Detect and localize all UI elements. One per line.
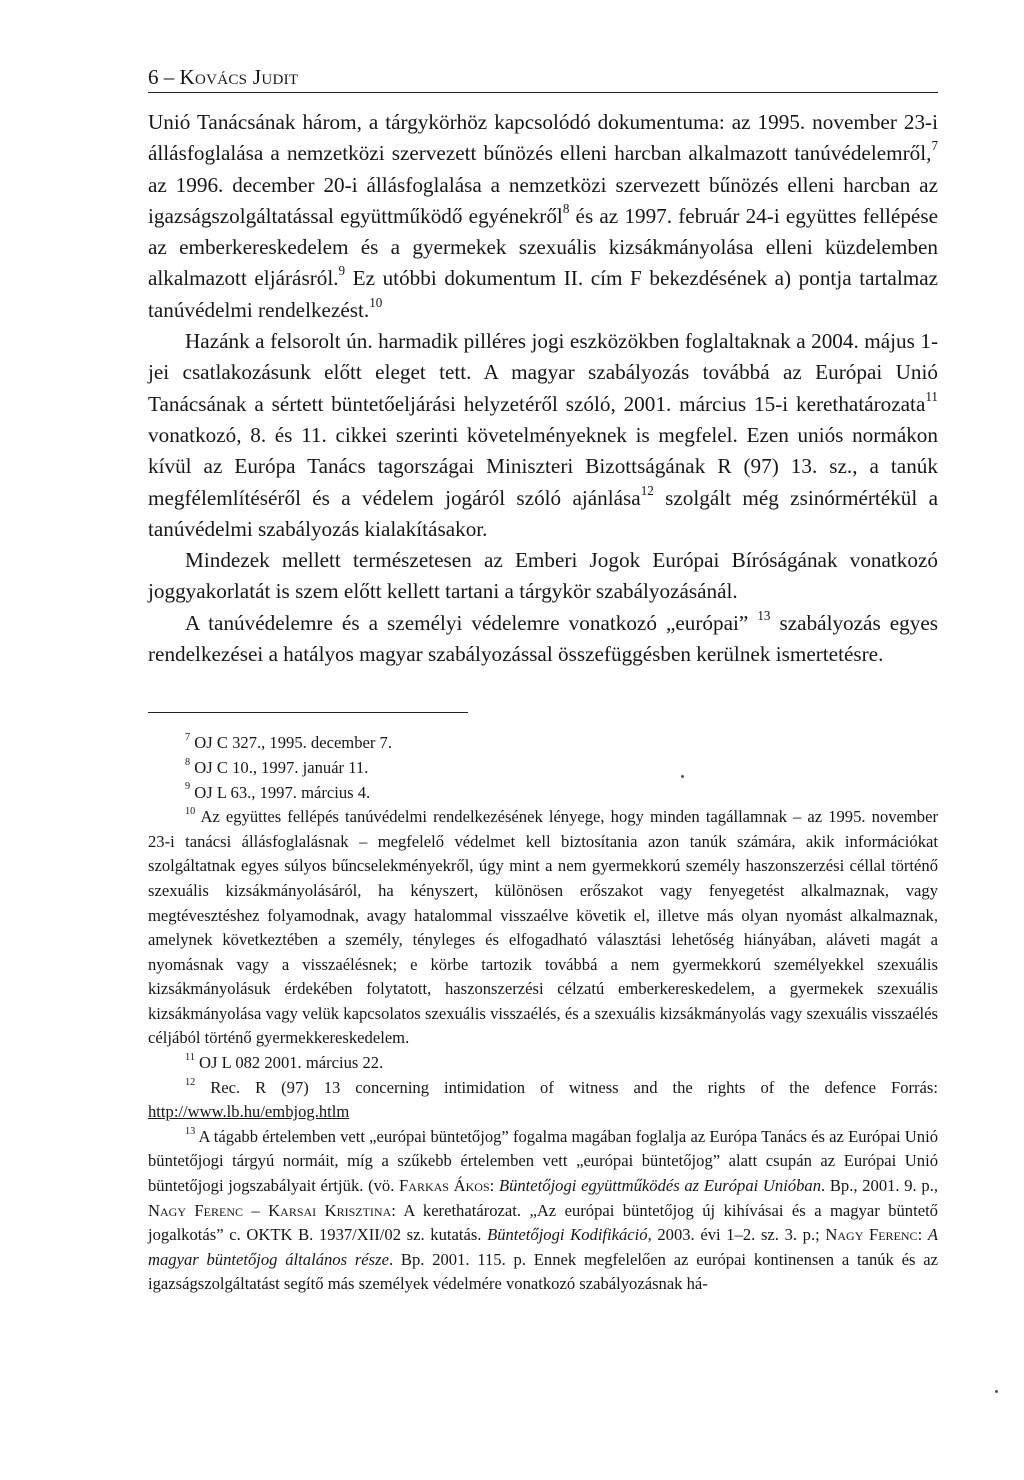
paragraph-3: Mindezek mellett természetesen az Emberi Jogok Európai Bíróságának vonatkozó joggyakorlatát is szem előtt kellett tartani a tárgykör szabályozásánál. [148, 548, 938, 604]
paragraph-2 [148, 326, 938, 545]
footnote-number: 11 [185, 1052, 195, 1063]
cited-author: Farkas Ákos [399, 1176, 490, 1196]
footnote-10 [148, 805, 938, 1051]
footnote-text: , 2003. évi 1–2. sz. 3. p.; [647, 1225, 826, 1245]
cited-author: Nagy Ferenc [825, 1225, 918, 1245]
page-number: 6 [148, 65, 159, 89]
footnote-text: OJ C 10., 1997. január 11. [190, 757, 369, 777]
footnote-13 [148, 1125, 938, 1297]
source-link[interactable]: http://www.lb.hu/embjog.htlm [148, 1102, 350, 1122]
footnote-text: OJ L 082 2001. március 22. [194, 1053, 384, 1073]
footnote-9 [148, 781, 938, 806]
footnote-ref-13: 13 [757, 607, 771, 623]
footnote-number: 12 [185, 1076, 196, 1088]
footnote-12 [148, 1076, 938, 1125]
text-run: szolgált még zsinórmértékül a tanúvédelmi szabályozás kialakításakor. [148, 485, 938, 541]
footnotes [148, 731, 938, 1297]
running-header [148, 62, 938, 93]
footnote-number: 8 [185, 756, 191, 768]
footnote-ref-10: 10 [369, 294, 383, 310]
footnote-text: Rec. R (97) 13 concerning intimidation of witness and the rights of the defence Forrás: [195, 1077, 938, 1097]
header-separator: – [158, 65, 180, 89]
text-run: Hazánk a felsorolt ún. harmadik pilléres jogi eszközökben foglaltaknak a 2004. május 1-jei csatlakozásunk előtt eleget tett. A magyar szabályozás továbbá az Európai Unió Tanácsának a sértett büntetőeljárási helyzetéről szóló, 2001. március 15-i kerethatározata [148, 329, 938, 416]
footnote-text: . Bp., 2001. 9. p., [821, 1176, 938, 1196]
text-run: és az 1997. február 24-i együttes fellépése az emberkereskedelem és a gyermekek szexuális kizsákmányolása elleni küzdelemben alkalmazott eljárásról. [148, 203, 938, 291]
footnote-text: : [489, 1176, 499, 1196]
cited-author: Nagy Ferenc – Karsai Krisztina [148, 1200, 392, 1220]
cited-title: A magyar büntetőjog általános része [148, 1225, 938, 1269]
text-run: Ez utóbbi dokumentum II. cím F bekezdésének a) pontja tartalmaz tanúvédelmi rendelkezést. [148, 266, 938, 322]
text-run: A tanúvédelemre és a személyi védelemre vonatkozó „európai” [185, 610, 758, 635]
footnote-number: 13 [185, 1125, 196, 1137]
text-run: szabályozás egyes rendelkezései a hatályos magyar szabályozással összefüggésben kerülnek ismertetésre. [148, 610, 938, 667]
cited-title: Büntetőjogi együttműködés az Európai Unióban [498, 1176, 822, 1196]
footnote-ref-9: 9 [338, 263, 346, 279]
text-run: vonatkozó, 8. és 11. cikkei szerinti követelményeknek is megfelel. Ezen uniós normákon kívül az Európa Tanács tagországai Miniszteri Bizottságának R (97) 13. sz., a tanúk megfélemlítéséről és a védelem jogáról szóló ajánlása [148, 422, 938, 510]
footnote-number: 7 [185, 732, 191, 744]
footnote-ref-8: 8 [562, 200, 570, 216]
text-run: az 1996. december 20-i állásfoglalása a nemzetközi szervezett bűnözés elleni harcban az igazságszolgáltatással együttműködő egyénekről [148, 172, 938, 228]
footnote-number: 9 [185, 781, 191, 793]
author-name: Kovács Judit [179, 65, 299, 89]
footnote-7 [148, 731, 938, 756]
footnote-text: A tágabb értelemben vett „európai büntetőjog” fogalma magában foglalja az Európa Tanács és az Európai Unió büntetőjogi tárgyú normáit, míg a szűkebb értelemben vett „európai büntetőjog” alatt csupán az Európai Unió büntetőjogi jogszabályait értjük. (vö. [148, 1126, 938, 1196]
footnote-text: : [917, 1225, 928, 1245]
footnote-ref-7: 7 [931, 138, 938, 154]
text-run: Unió Tanácsának három, a tárgykörhöz kapcsolódó dokumentuma: az 1995. november 23-i állásfoglalása a nemzetközi szervezett bűnözés elleni harcban alkalmazott tanúvédelemről, [148, 110, 938, 166]
footnote-ref-12: 12 [640, 482, 654, 498]
paragraph-1 [148, 107, 938, 326]
scan-speck [995, 1390, 998, 1393]
footnote-8 [148, 756, 938, 781]
cited-title: Büntetőjogi Kodifikáció [487, 1225, 648, 1245]
paragraph-4 [148, 608, 938, 671]
scan-speck [681, 775, 684, 778]
footnote-ref-11: 11 [925, 388, 938, 404]
footnote-text: : A kerethatározat. „Az európai büntetőjog új kihívásai és a magyar büntető jogalkotás” c. OKTK B. 1937/XII/02 sz. kutatás. [148, 1200, 938, 1245]
footnote-text: Az együttes fellépés tanúvédelmi rendelkezésének lényege, hogy minden tagállamnak – az 1995. november 23-i tanácsi állásfoglalásnak – megfelelő védelmet kell biztosítania azon tanúk számára, akik információkat szolgáltatnak egyes súlyos bűncselekményekről, úgy mint a nem gyermekkorú személy haszonszerzési céllal történő szexuális kizsákmányolásáról, ha kényszert, különösen erőszakot vagy fenyegetést alkalmaznak, vagy megtévesztéshez folyamodnak, avagy hatalommal visszaélve követik el, illetve más olyan nyomást alkalmaznak, amelynek következtében a személy, tényleges és elfogadható választási lehetőség hiányában, aláveti magát a nyomásnak vagy a visszaélésnek; e körbe tartozik továbbá a nem gyermekkorú személyekkel szexuális kizsákmányolásuk érdekében folytatott, haszonszerzési célzatú emberkereskedelem, a gyermekek szexuális kizsákmányolása vagy velük kapcsolatos szexuális visszaélés, és a szexuális kizsákmányolás vagy szexuális visszaélés céljából történő gyermekkereskedelem. [148, 807, 938, 1048]
footnote-text: OJ L 63., 1997. március 4. [190, 782, 371, 802]
book-page [148, 62, 938, 1297]
main-text [148, 107, 938, 670]
footnote-text: . Bp. 2001. 115. p. Ennek megfelelően az európai kontinensen a tanúk és az igazságszolgáltatást segítő más személyek védelmére vonatkozó szabályozásnak há- [148, 1249, 938, 1294]
footnote-11 [148, 1051, 938, 1076]
footnote-text: OJ C 327., 1995. december 7. [190, 733, 392, 753]
footnote-divider [148, 712, 468, 713]
footnote-number: 10 [185, 806, 196, 818]
